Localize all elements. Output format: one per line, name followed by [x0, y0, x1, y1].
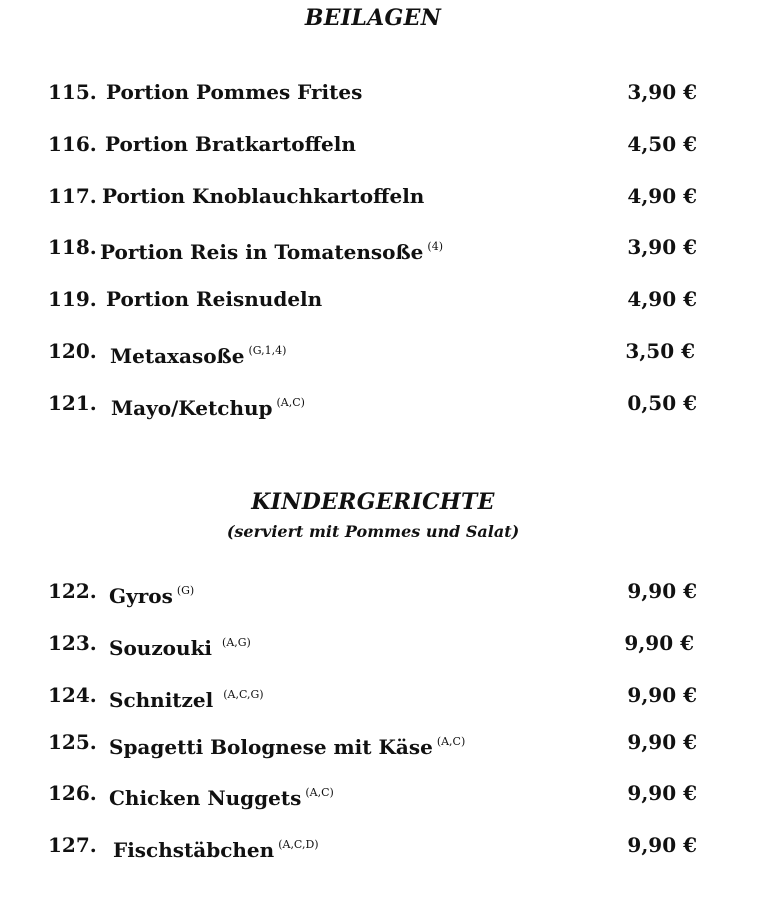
- allergen-note: (A,C,G): [223, 688, 264, 701]
- allergen-note: (G): [176, 584, 195, 597]
- menu-item: [0, 830, 768, 860]
- item-number: 123.: [48, 631, 97, 655]
- item-name: [109, 576, 194, 611]
- menu-item: [0, 232, 768, 262]
- allergen-note: (A,C): [305, 786, 334, 799]
- item-number: 115.: [48, 80, 97, 104]
- item-number: 119.: [48, 287, 97, 311]
- menu-item: [0, 181, 768, 211]
- item-price: 9,90 €: [627, 730, 697, 754]
- item-price: 9,90 €: [624, 631, 694, 655]
- allergen-note: (A,C,D): [278, 838, 319, 851]
- menu-item: [0, 727, 768, 757]
- item-price: 4,90 €: [627, 184, 697, 208]
- item-name-text: Spagetti Bolognese mit Käse: [109, 735, 433, 759]
- item-price: 9,90 €: [627, 683, 697, 707]
- item-number: 124.: [48, 683, 97, 707]
- menu-item: [0, 336, 768, 366]
- item-price: 3,50 €: [625, 339, 695, 363]
- item-name: [109, 628, 251, 663]
- item-number: 121.: [48, 391, 97, 415]
- item-number: 117.: [48, 184, 97, 208]
- item-name-text: Souzouki: [109, 636, 213, 660]
- item-name-text: Metaxasoße: [110, 344, 245, 368]
- item-number: 126.: [48, 781, 97, 805]
- item-name: [109, 727, 465, 762]
- item-name: [113, 830, 319, 865]
- menu-item: [0, 628, 768, 658]
- menu-item: [0, 284, 768, 314]
- item-number: 127.: [48, 833, 97, 857]
- item-price: 3,90 €: [627, 80, 697, 104]
- beilagen-title: BEILAGEN: [304, 5, 442, 31]
- item-name: [109, 680, 264, 715]
- item-name: Portion Bratkartoffeln: [105, 132, 356, 156]
- item-name-text: Mayo/Ketchup: [111, 396, 273, 420]
- allergen-note: (4): [427, 240, 443, 253]
- item-price: 4,50 €: [627, 132, 697, 156]
- item-price: 3,90 €: [627, 235, 697, 259]
- item-name: Portion Reisnudeln: [106, 287, 323, 311]
- allergen-note: (A,C): [436, 735, 466, 748]
- item-number: 125.: [48, 730, 97, 754]
- allergen-note: (G,1,4): [248, 344, 287, 357]
- item-name-text: Portion Reis in Tomatensoße: [100, 240, 424, 264]
- menu-item: [0, 77, 768, 107]
- item-name-text: Fischstäbchen: [113, 838, 275, 862]
- kindergerichte-subtitle: (serviert mit Pommes und Salat): [226, 522, 520, 541]
- item-number: 118.: [48, 235, 97, 259]
- item-name-text: Chicken Nuggets: [109, 786, 302, 810]
- item-name: Portion Knoblauchkartoffeln: [102, 184, 425, 208]
- item-price: 9,90 €: [627, 833, 697, 857]
- menu-item: [0, 778, 768, 808]
- menu-item: [0, 129, 768, 159]
- item-price: 9,90 €: [627, 579, 697, 603]
- item-name: [111, 388, 305, 423]
- allergen-note: (A,C): [276, 396, 305, 409]
- item-number: 120.: [48, 339, 97, 363]
- kindergerichte-title: KINDERGERICHTE: [251, 489, 495, 515]
- item-name: [109, 778, 334, 813]
- item-name: [100, 232, 443, 267]
- item-name: Portion Pommes Frites: [106, 80, 363, 104]
- item-name-text: Schnitzel: [109, 688, 214, 712]
- item-price: 9,90 €: [627, 781, 697, 805]
- item-price: 4,90 €: [627, 287, 697, 311]
- item-number: 116.: [48, 132, 97, 156]
- allergen-note: (A,G): [222, 636, 251, 649]
- menu-item: [0, 388, 768, 418]
- menu-item: [0, 576, 768, 606]
- item-name: [110, 336, 286, 371]
- item-name-text: Gyros: [109, 584, 173, 608]
- item-price: 0,50 €: [627, 391, 697, 415]
- menu-item: [0, 680, 768, 710]
- item-number: 122.: [48, 579, 97, 603]
